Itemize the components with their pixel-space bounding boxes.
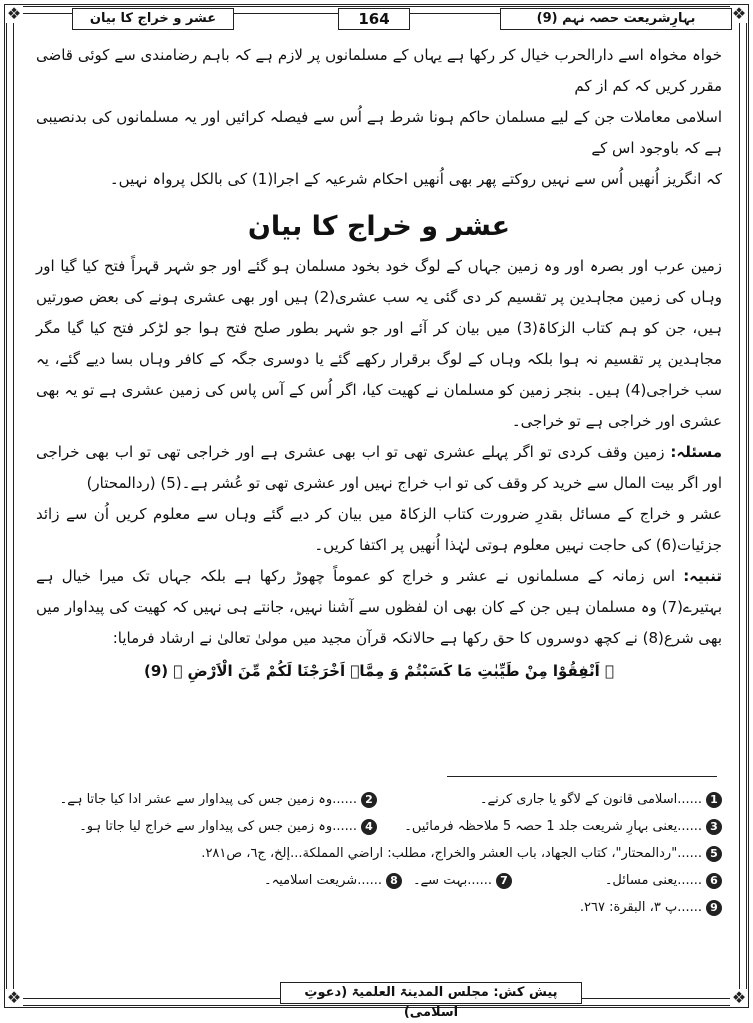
footnote-text: ......پ ٣، البقرة: ٢٦٧. [579,900,702,915]
footnote-item [480,786,722,813]
page-footer [22,982,732,1020]
footnote-number: 3 [706,819,722,835]
paragraph-reference: عشر و خراج کے مسائل بقدرِ ضرورت کتاب الزکاۃ میں بیان کر دیے گئے وہاں سے معلوم کریں اُن سے زائد جزئیات(6) کی حاجت نہیں معلوم ہوتی لہٰذا اُنھیں پر اکتفا کریں۔ [36,505,722,554]
paragraph-land-types: زمین عرب اور بصرہ اور وہ زمین جہاں کے لوگ خود بخود مسلمان ہو گئے اور جو شہر قہراً فتح کیا گیا اور وہاں کی زمین مجاہدین پر تقسیم کر دی گئی یہ سب عشری(2) ہیں اور بھی عشری ہونے کی بعض صورتیں ہیں، جن کو ہم کتاب الزکاۃ(3) میں بیان کر آئے اور جو شہر بطور صلح فتح ہوا جو لڑکر فتح کیا گیا مگر مجاہدین پر تقسیم نہ ہوا بلکہ وہاں کے لوگ برقرار رکھے گئے یا دوسری جگہ کے کافر وہاں بسا دیے گئے، یہ سب خراجی(4) ہیں۔ بنجر زمین کو مسلمان نے کھیت کیا، اگر اُس کے آس پاس کی زمین عشری ہے تو یہ بھی عشری اور خراجی ہے تو خراجی۔ [36,257,723,430]
corner-ornament-icon: ❖ [731,4,747,23]
chapter-title: عشر و خراج کا بیان [72,8,234,30]
footnote-text: ......شریعت اسلامیہ۔ [263,873,382,888]
footnote-item [580,894,722,921]
footnote-number: 1 [706,792,722,808]
footnote-number: 6 [706,873,722,889]
footnote-number: 7 [496,873,512,889]
corner-ornament-icon: ❖ [731,988,747,1007]
tanbeeh-paragraph [36,561,722,654]
footnote-item [79,813,377,840]
footnote-row [36,867,722,894]
book-title: بہارِشریعت حصہ نہم (9) [500,8,732,30]
tanbeeh-text: اس زمانہ کے مسلمانوں نے عشر و خراج کو عموماً چھوڑ رکھا ہے بلکہ جہاں تک میرا خیال ہے بہتیرے(7) وہ مسلمان ہیں جن کے کان بھی ان لفظوں سے آشنا نہیں، جانتے ہی نہیں کہ کھیت کی پیداوار میں بھی شرع(8) نے کچھ دوسروں کا حق رکھا ہے حالانکہ قرآن مجید میں مولیٰ تعالیٰ نے ارشاد فرمایا: [36,567,722,647]
footnote-divider [447,776,717,777]
page-number: 164 [338,8,410,30]
footnote-item [605,867,722,894]
footnotes [36,786,722,921]
footnote-row [36,894,722,921]
footnote-number: 5 [706,846,722,862]
quran-verse: ﴿ اَنْفِقُوْا مِنْ طَیِّبٰتِ مَا كَسَبْتُمْ وَ مِمَّاۤ اَخْرَجْنَا لَكُمْ مِّنَ الْاَرْضِ ﴾ (9) [143,662,615,680]
footnote-text: ......وہ زمین جس کی پیداوار سے عشر ادا کیا جاتا ہے۔ [59,792,357,807]
masala-text: زمین وقف کردی تو اگر پہلے عشری تھی تو اب بھی عشری ہے اور خراجی تھی تو اب بھی خراجی اور اگر بیت المال سے خرید کر وقف کی تو اب خراج نہیں اور عشری تھی تو عُشر ہے۔(5) (ردالمحتار) [36,443,722,492]
footnote-text: ......وہ زمین جس کی پیداوار سے خراج لیا جاتا ہو۔ [79,819,357,834]
footnote-item [264,867,402,894]
footnote-number: 2 [361,792,377,808]
footnote-row [36,813,722,840]
footnote-text: ......یعنی بہارِ شریعت جلد 1 حصہ 5 ملاحظہ فرمائیں۔ [404,819,702,834]
footnote-text: ......اسلامی قانون کے لاگو یا جاری کرنے۔ [479,792,702,807]
footnote-number: 8 [386,873,402,889]
footnote-item [60,786,377,813]
corner-ornament-icon: ❖ [6,988,22,1007]
main-content [36,40,722,687]
intro-line: کہ انگریز اُنھیں اُس سے نہیں روکتے پھر بھی اُنھیں احکام شرعیہ کے اجرا(1) کی بالکل پرواہ نہیں۔ [109,170,722,188]
intro-line: اسلامی معاملات جن کے لیے مسلمان حاکم ہونا شرط ہے اُس سے فیصلہ کرائیں اور یہ مسلمانوں کی بدنصیبی ہے کہ باوجود اس کے [36,108,722,157]
footnote-item [413,867,512,894]
publisher-credit: پیش کش: مجلس المدینۃ العلمیۃ (دعوتِ اسلامی) [280,982,582,1004]
page-header [22,8,732,30]
footnote-item [404,813,722,840]
footnote-number: 4 [361,819,377,835]
tanbeeh-label: تنبیہ: [683,567,722,585]
footnote-number: 9 [706,900,722,916]
footnote-text: ......یعنی مسائل۔ [604,873,702,888]
corner-ornament-icon: ❖ [6,4,22,23]
footnote-text: ......"ردالمحتار"، کتاب الجهاد، باب العشر والخراج، مطلب: اراضي المملكة...إلخ، ج٦، ص٢٨١. [201,846,702,861]
footnote-item [201,840,722,867]
masala-paragraph [36,437,722,499]
intro-line: خواہ مخواہ اسے دارالحرب خیال کر رکھا ہے یہاں کے مسلمانوں پر لازم ہے کہ باہم رضامندی سے کوئی قاضی مقرر کریں کہ کم از کم [36,46,722,95]
footnote-text: ......بہت سے۔ [412,873,492,888]
footnote-row [36,840,722,867]
footnote-row [36,786,722,813]
section-heading: عشر و خراج کا بیان [247,211,511,242]
masala-label: مسئلہ: [670,443,722,461]
